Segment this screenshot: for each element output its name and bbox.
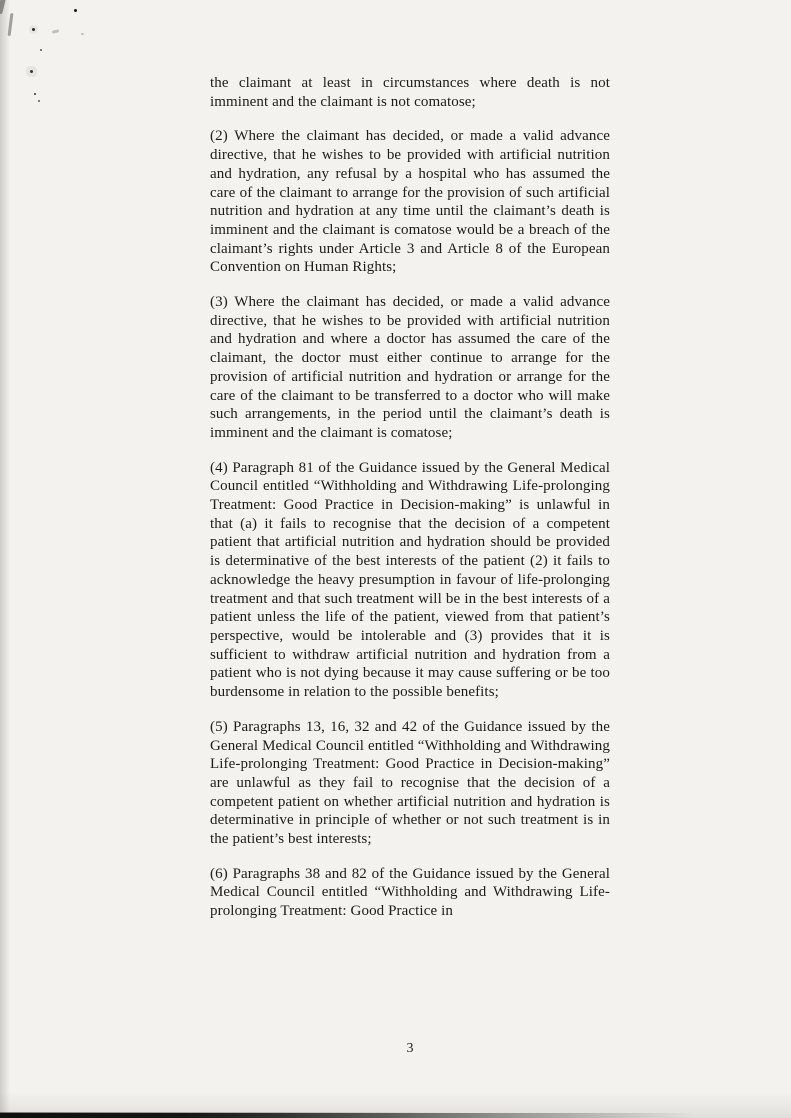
scan-speckle xyxy=(38,100,40,102)
scan-speckle xyxy=(30,70,33,73)
text-column xyxy=(210,74,610,921)
paragraph-2: (2) Where the claimant has decided, or made a valid advance directive, that he wishes to be provided with artificial nutrition and hydration, any refusal by a hospital who has assumed the care of the claimant to arrange for the provision of such artificial nutrition and hydration at any time until the claimant’s death is imminent and the claimant is comatose would be a breach of the claimant’s rights under Article 3 and Article 8 of the European Convention on Human Rights; xyxy=(210,128,610,276)
paragraph-6: (6) Paragraphs 38 and 82 of the Guidance issued by the General Medical Council entitled “Withholding and Withdrawing Life-prolonging Treatment: Good Practice in xyxy=(210,865,610,920)
scan-speckle xyxy=(74,9,77,12)
scan-speckle xyxy=(40,49,42,51)
scan-speckle xyxy=(81,33,84,35)
scan-speckle xyxy=(32,28,35,31)
paragraph-5: (5) Paragraphs 13, 16, 32 and 42 of the Guidance issued by the General Medical Council entitled “Withholding and Withdrawing Life-prolonging Treatment: Good Practice in Decision-making” are unlawful as they fail to recognise that the decision of a competent patient on whether artificial nutrition and hydration is determinative in principle of whether or not such treatment is in the patient’s best interests; xyxy=(210,718,610,848)
scan-bar xyxy=(0,1113,710,1118)
scan-speckle xyxy=(52,29,59,33)
paragraph-3: (3) Where the claimant has decided, or made a valid advance directive, that he wishes to be provided with artificial nutrition and hydration and where a doctor has assumed the care of the claimant, the doctor must either continue to arrange for the provision of artificial nutrition and hydration or arrange for the care of the claimant to be transferred to a doctor who will make such arrangements, in the period until the claimant’s death is imminent and the claimant is comatose; xyxy=(210,294,610,441)
paragraph-continuation: the claimant at least in circumstances where death is not imminent and the claimant is not comatose; xyxy=(210,75,610,110)
scan-speckle xyxy=(34,93,36,95)
page-number: 3 xyxy=(406,1041,414,1056)
scan-edge-shadow-left xyxy=(0,0,10,1118)
paragraph-4: (4) Paragraph 81 of the Guidance issued by the General Medical Council entitled “Withholding and Withdrawing Life-prolonging Treatment: Good Practice in Decision-making” is unlawful in that (a) it fails to recognise that the decision of a competent patient that artificial nutrition and hydration should be provided is determinative of the best interests of the patient (2) it fails to acknowledge the heavy presumption in favour of life-prolonging treatment and that such treatment will be in the best interests of a patient unless the life of the patient, viewed from that patient’s perspective, would be intolerable and (3) provides that it is sufficient to withdraw artificial nutrition and hydration from a patient who is not dying because it may cause suffering or be too burdensome in relation to the possible benefits; xyxy=(210,459,610,701)
